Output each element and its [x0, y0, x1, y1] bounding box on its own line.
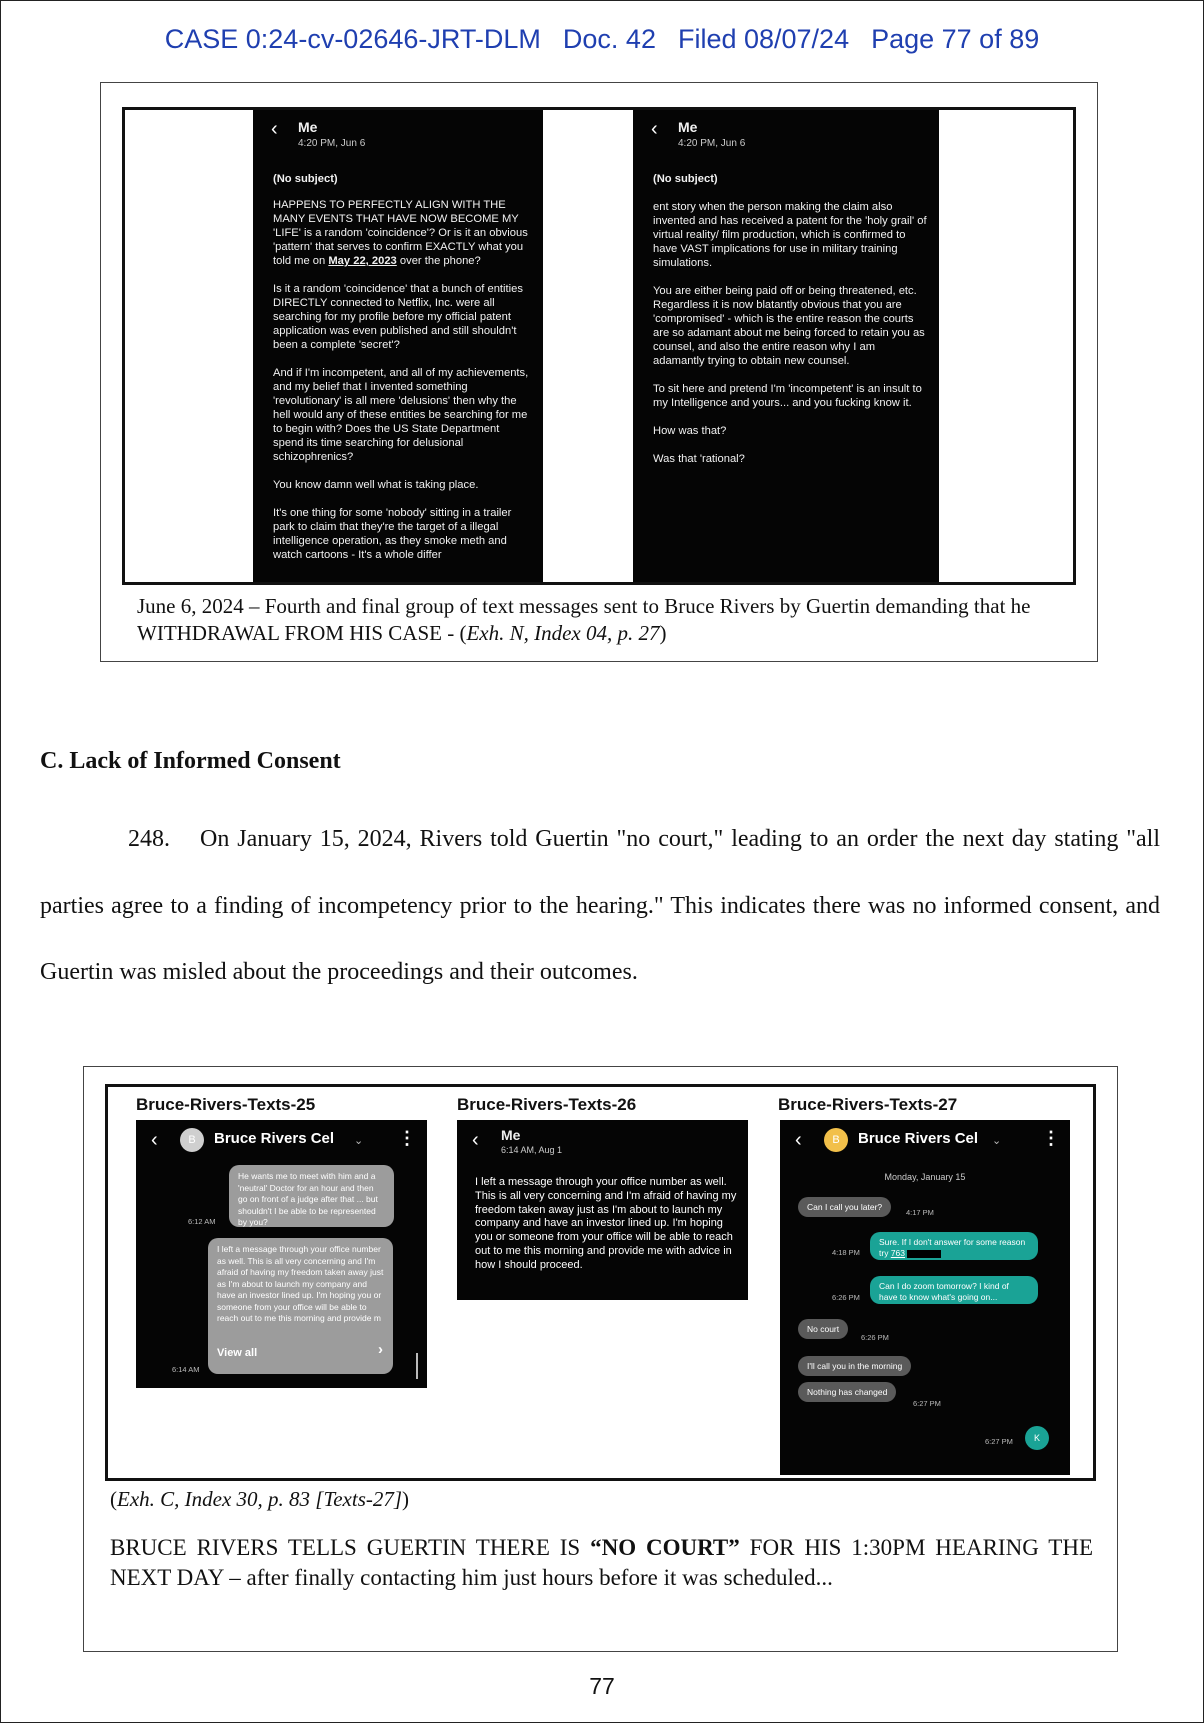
message-sender: Me [501, 1127, 521, 1143]
screenshot-label: Bruce-Rivers-Texts-25 [136, 1095, 316, 1114]
redaction [907, 1250, 941, 1258]
view-all-link: View all [217, 1347, 258, 1359]
received-message: Nothing has changed [798, 1382, 896, 1402]
screenshot-label: Bruce-Rivers-Texts-26 [457, 1095, 637, 1114]
paragraph-248 [40, 806, 1160, 1006]
message-paragraph: You know damn well what is taking place. [273, 479, 479, 491]
scrollbar [416, 1353, 418, 1379]
screenshot-frame [105, 1084, 1096, 1481]
contact-name: Bruce Rivers Cel [214, 1130, 335, 1147]
message-time: 6:14 AM, Aug 1 [501, 1145, 563, 1155]
more-menu-icon: ⋮ [398, 1128, 416, 1148]
message-bubble: I left a message through your office number as well. This is all very concerning and I'm afraid of having my freedom taken away just as I'm about to launch my company and have an investor lined up. I'm hoping you or someone from your office will be able to reach out to me this morning and provide m View all › [208, 1238, 393, 1374]
message-paragraph: Was that 'rational? [653, 453, 745, 465]
message-paragraph: And if I'm incompetent, and all of my achievements, and my belief that I invented something 'revolutionary' is all mere 'delusions' then why the hell would any of these entities be searching for me to begin with? Does the US State Department spend its time searching for delusional schizophrenics? [273, 367, 529, 463]
message-paragraph: To sit here and pretend I'm 'incompetent' is an insult to my Intelligence and yours... and you fucking know it. [653, 383, 922, 409]
message-time: 4:20 PM, Jun 6 [298, 138, 366, 149]
figure-text-messages-june [100, 82, 1098, 662]
message-paragraph: Is it a random 'coincidence' that a bunch of entities DIRECTLY connected to Netflix, Inc. were all searching for my profile before my official patent application was even published and still shouldn't been a complete 'secret'? [273, 283, 523, 351]
page-of: Page 77 of 89 [871, 24, 1040, 54]
filed-date: Filed 08/07/24 [677, 24, 850, 54]
received-message: Can I call you later? [798, 1197, 891, 1217]
figure-caption: BRUCE RIVERS TELLS GUERTIN THERE IS “NO COURT” FOR HIS 1:30PM HEARING THE NEXT DAY – after finally contacting him just hours before it was scheduled... [110, 1535, 1093, 1590]
message-sender: Me [298, 119, 318, 135]
message-paragraph: It's one thing for some 'nobody' sitting in a trailer park to claim that they're the target of a illegal intelligence operation, as they smoke meth and watch cartoons - It's a whole differ [273, 507, 512, 561]
screenshot-texts-25 [136, 1120, 427, 1388]
screenshot-texts-26 [457, 1120, 748, 1300]
message-time: 6:27 PM [913, 1399, 941, 1408]
back-arrow-icon: ‹ [651, 118, 658, 140]
case-header [0, 24, 1204, 55]
chevron-right-icon: › [378, 1341, 383, 1358]
message-screen-right [633, 110, 939, 582]
screenshot-frame [122, 107, 1076, 585]
message-paragraph: How was that? [653, 425, 727, 437]
screenshot-texts-27 [780, 1120, 1070, 1475]
message-time: 4:18 PM [832, 1248, 860, 1257]
page-number: 77 [589, 1673, 615, 1699]
back-arrow-icon: ‹ [271, 118, 278, 140]
sent-message: Can I do zoom tomorrow? I kind of have to know what's going on... [870, 1276, 1038, 1304]
back-arrow-icon: ‹ [795, 1129, 802, 1151]
message-body [653, 200, 927, 480]
message-subject: (No subject) [653, 173, 718, 185]
sent-message: Sure. If I don't answer for some reason try 763 [870, 1232, 1038, 1260]
message-paragraph: HAPPENS TO PERFECTLY ALIGN WITH THE MANY EVENTS THAT HAVE NOW BECOME MY 'LIFE' is a random 'coincidence'? Or is it an obvious 'pattern' that serves to confirm EXACTLY what you told me on May 22, 2023 over the phone? [273, 199, 528, 267]
chevron-down-icon: ⌄ [992, 1135, 1002, 1147]
date-divider: Monday, January 15 [884, 1172, 966, 1182]
avatar: B [180, 1128, 204, 1152]
sent-message: K [1025, 1426, 1049, 1450]
date-link: May 22, 2023 [328, 255, 397, 267]
doc-number: Doc. 42 [562, 24, 656, 54]
exhibit-reference: (Exh. C, Index 30, p. 83 [Texts-27]) [110, 1487, 410, 1511]
message-time: 6:12 AM [188, 1217, 216, 1226]
paragraph-text: On January 15, 2024, Rivers told Guertin "no court," leading to an order the next day stating "all parties agree to a finding of incompetency prior to the hearing." This indicates there was no informed consent, and Guertin was misled about the proceedings and their outcomes. [40, 826, 1160, 985]
paragraph-number: 248. [128, 826, 170, 852]
emphasis: “NO COURT” [590, 1535, 740, 1560]
exhibit-reference: Exh. N, Index 04, p. 27 [466, 621, 660, 645]
chevron-down-icon: ⌄ [354, 1135, 364, 1147]
back-arrow-icon: ‹ [151, 1129, 158, 1151]
case-number: CASE 0:24-cv-02646-JRT-DLM [164, 24, 541, 54]
contact-name: Bruce Rivers Cel [858, 1130, 979, 1147]
section-heading: C. Lack of Informed Consent [40, 748, 341, 774]
received-message: No court [798, 1319, 848, 1339]
message-subject: (No subject) [273, 173, 338, 185]
message-paragraph: You are either being paid off or being threatened, etc. Regardless it is now blatantly obvious that you are 'compromised' - which is the entire reason the courts are so adamant about me being forced to retain you as counsel, and also the entire reason why I am adamantly trying to obtain new counsel. [653, 285, 925, 367]
message-body [273, 198, 531, 576]
message-time: 6:26 PM [832, 1293, 860, 1302]
screenshot-label: Bruce-Rivers-Texts-27 [778, 1095, 958, 1114]
message-time: 4:20 PM, Jun 6 [678, 138, 746, 149]
phone-link: 763 [890, 1248, 906, 1258]
back-arrow-icon: ‹ [472, 1129, 479, 1151]
avatar: B [824, 1128, 848, 1152]
message-body: I left a message through your office number as well. This is all very concerning and I'm afraid of having my freedom taken away just as I'm about to launch my company and have an investor lined up. I'm hoping you or someone from your office will be able to reach out to me this morning and provide me with advice in how I should proceed. [475, 1176, 737, 1271]
message-time: 6:14 AM [172, 1365, 200, 1374]
message-time: 6:26 PM [861, 1333, 889, 1342]
more-menu-icon: ⋮ [1042, 1128, 1060, 1148]
message-time: 4:17 PM [906, 1208, 934, 1217]
message-time: 6:27 PM [985, 1437, 1013, 1446]
received-message: I'll call you in the morning [798, 1356, 911, 1376]
figure-texts-25-27 [83, 1066, 1118, 1652]
figure-caption: June 6, 2024 – Fourth and final group of text messages sent to Bruce Rivers by Guertin demanding that he WITHDRAWAL FROM HIS CASE - (Exh. N, Index 04, p. 27) [137, 594, 1031, 645]
message-paragraph: ent story when the person making the claim also invented and has received a patent for the 'holy grail' of virtual reality/ film production, which is confirmed to have VAST implications for use in military training simulations. [653, 201, 927, 269]
message-sender: Me [678, 119, 698, 135]
message-bubble: He wants me to meet with him and a 'neutral' Doctor for an hour and then go on front of a judge after that ... but shouldn't I be able to be represented by you? [229, 1165, 394, 1227]
message-screen-left [253, 110, 543, 582]
